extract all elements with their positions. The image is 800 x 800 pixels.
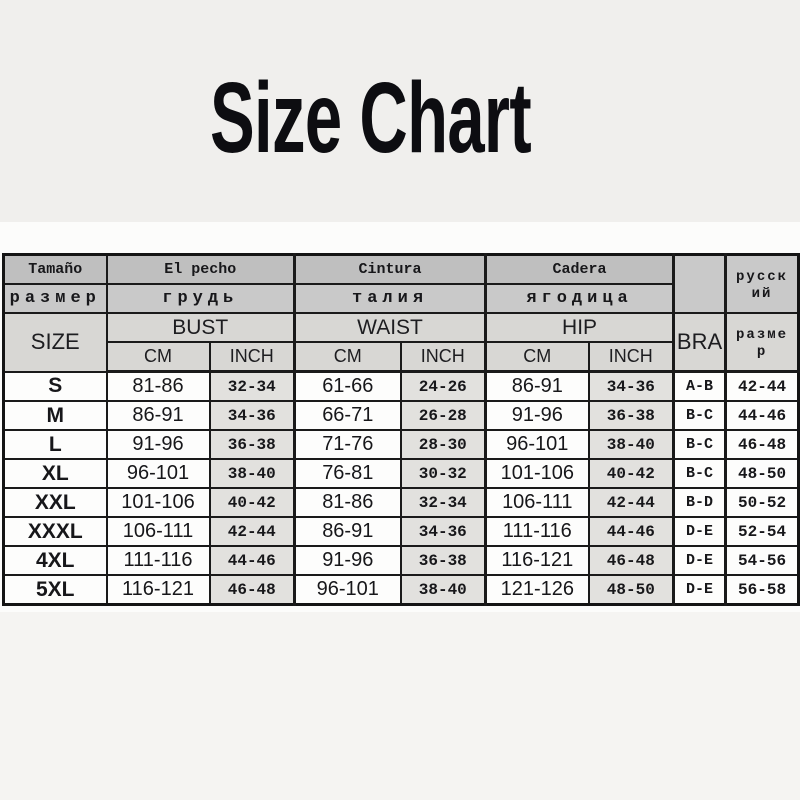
table-row xyxy=(4,372,799,402)
bust-cm-cell: 96-101 xyxy=(107,459,210,488)
waist-cm-cell: 91-96 xyxy=(295,546,401,575)
header-size-es: Tamaño xyxy=(4,255,107,285)
bust-inch-cell: 34-36 xyxy=(210,401,295,430)
bust-cm-cell: 111-116 xyxy=(107,546,210,575)
header-russian-size: размер xyxy=(726,313,799,372)
bust-inch-cell: 44-46 xyxy=(210,546,295,575)
bust-cm-cell: 101-106 xyxy=(107,488,210,517)
header-row-spanish xyxy=(4,255,799,285)
bra-cell: B-D xyxy=(674,488,726,517)
bust-cm-cell: 81-86 xyxy=(107,372,210,402)
bra-cell: B-C xyxy=(674,430,726,459)
page-title: Size Chart xyxy=(210,62,532,174)
hip-cm-cell: 106-111 xyxy=(486,488,589,517)
waist-cm-cell: 71-76 xyxy=(295,430,401,459)
bust-cm-unit: CM xyxy=(107,342,210,372)
header-size-en: SIZE xyxy=(4,313,107,372)
waist-inch-cell: 30-32 xyxy=(401,459,486,488)
header-row-english xyxy=(4,313,799,342)
empty-header-cell xyxy=(674,255,726,314)
hip-cm-cell: 116-121 xyxy=(486,546,589,575)
waist-cm-cell: 76-81 xyxy=(295,459,401,488)
waist-inch-cell: 26-28 xyxy=(401,401,486,430)
size-chart-table xyxy=(2,253,800,606)
hip-cm-cell: 121-126 xyxy=(486,575,589,605)
bra-cell: B-C xyxy=(674,459,726,488)
bust-inch-cell: 36-38 xyxy=(210,430,295,459)
header-size-ru: размер xyxy=(4,284,107,313)
title-section xyxy=(0,0,800,222)
bust-inch-cell: 42-44 xyxy=(210,517,295,546)
table-row xyxy=(4,459,799,488)
waist-inch-cell: 34-36 xyxy=(401,517,486,546)
size-cell: L xyxy=(4,430,107,459)
table-row xyxy=(4,575,799,605)
hip-cm-cell: 101-106 xyxy=(486,459,589,488)
bust-inch-unit: INCH xyxy=(210,342,295,372)
hip-inch-cell: 42-44 xyxy=(589,488,674,517)
hip-inch-unit: INCH xyxy=(589,342,674,372)
ru-size-cell: 44-46 xyxy=(726,401,799,430)
hip-cm-cell: 86-91 xyxy=(486,372,589,402)
waist-cm-cell: 81-86 xyxy=(295,488,401,517)
table-row xyxy=(4,546,799,575)
waist-cm-cell: 86-91 xyxy=(295,517,401,546)
waist-inch-unit: INCH xyxy=(401,342,486,372)
size-cell: S xyxy=(4,372,107,402)
hip-inch-cell: 38-40 xyxy=(589,430,674,459)
waist-inch-cell: 36-38 xyxy=(401,546,486,575)
size-cell: M xyxy=(4,401,107,430)
hip-cm-unit: CM xyxy=(486,342,589,372)
size-cell: 5XL xyxy=(4,575,107,605)
bra-cell: D-E xyxy=(674,517,726,546)
header-hip-ru: ягодица xyxy=(486,284,674,313)
hip-inch-cell: 44-46 xyxy=(589,517,674,546)
size-cell: XXXL xyxy=(4,517,107,546)
bust-cm-cell: 91-96 xyxy=(107,430,210,459)
ru-size-cell: 48-50 xyxy=(726,459,799,488)
ru-size-cell: 54-56 xyxy=(726,546,799,575)
header-bra: BRA xyxy=(674,313,726,372)
bra-cell: D-E xyxy=(674,546,726,575)
header-hip-es: Cadera xyxy=(486,255,674,285)
waist-cm-cell: 61-66 xyxy=(295,372,401,402)
table-row xyxy=(4,488,799,517)
hip-cm-cell: 91-96 xyxy=(486,401,589,430)
header-bust-en: BUST xyxy=(107,313,295,342)
bottom-margin xyxy=(0,612,800,800)
ru-size-cell: 52-54 xyxy=(726,517,799,546)
waist-cm-unit: CM xyxy=(295,342,401,372)
header-bust-es: El pecho xyxy=(107,255,295,285)
header-waist-ru: талия xyxy=(295,284,486,313)
bust-inch-cell: 38-40 xyxy=(210,459,295,488)
header-waist-es: Cintura xyxy=(295,255,486,285)
waist-cm-cell: 66-71 xyxy=(295,401,401,430)
waist-inch-cell: 38-40 xyxy=(401,575,486,605)
bust-cm-cell: 86-91 xyxy=(107,401,210,430)
waist-inch-cell: 32-34 xyxy=(401,488,486,517)
table-row xyxy=(4,430,799,459)
title-wrap xyxy=(0,0,800,174)
hip-inch-cell: 46-48 xyxy=(589,546,674,575)
hip-inch-cell: 36-38 xyxy=(589,401,674,430)
ru-size-cell: 46-48 xyxy=(726,430,799,459)
bust-inch-cell: 40-42 xyxy=(210,488,295,517)
hip-inch-cell: 48-50 xyxy=(589,575,674,605)
ru-size-cell: 50-52 xyxy=(726,488,799,517)
table-row xyxy=(4,401,799,430)
waist-inch-cell: 24-26 xyxy=(401,372,486,402)
size-cell: XL xyxy=(4,459,107,488)
header-hip-en: HIP xyxy=(486,313,674,342)
hip-inch-cell: 34-36 xyxy=(589,372,674,402)
hip-inch-cell: 40-42 xyxy=(589,459,674,488)
bra-cell: A-B xyxy=(674,372,726,402)
header-bust-ru: грудь xyxy=(107,284,295,313)
bust-cm-cell: 106-111 xyxy=(107,517,210,546)
bust-cm-cell: 116-121 xyxy=(107,575,210,605)
size-cell: 4XL xyxy=(4,546,107,575)
bra-cell: B-C xyxy=(674,401,726,430)
ru-size-cell: 56-58 xyxy=(726,575,799,605)
bust-inch-cell: 32-34 xyxy=(210,372,295,402)
table-row xyxy=(4,517,799,546)
hip-cm-cell: 111-116 xyxy=(486,517,589,546)
size-cell: XXL xyxy=(4,488,107,517)
ru-size-cell: 42-44 xyxy=(726,372,799,402)
table-section xyxy=(0,222,800,612)
header-russian-label: русский xyxy=(726,255,799,314)
bust-inch-cell: 46-48 xyxy=(210,575,295,605)
header-waist-en: WAIST xyxy=(295,313,486,342)
waist-cm-cell: 96-101 xyxy=(295,575,401,605)
waist-inch-cell: 28-30 xyxy=(401,430,486,459)
hip-cm-cell: 96-101 xyxy=(486,430,589,459)
bra-cell: D-E xyxy=(674,575,726,605)
